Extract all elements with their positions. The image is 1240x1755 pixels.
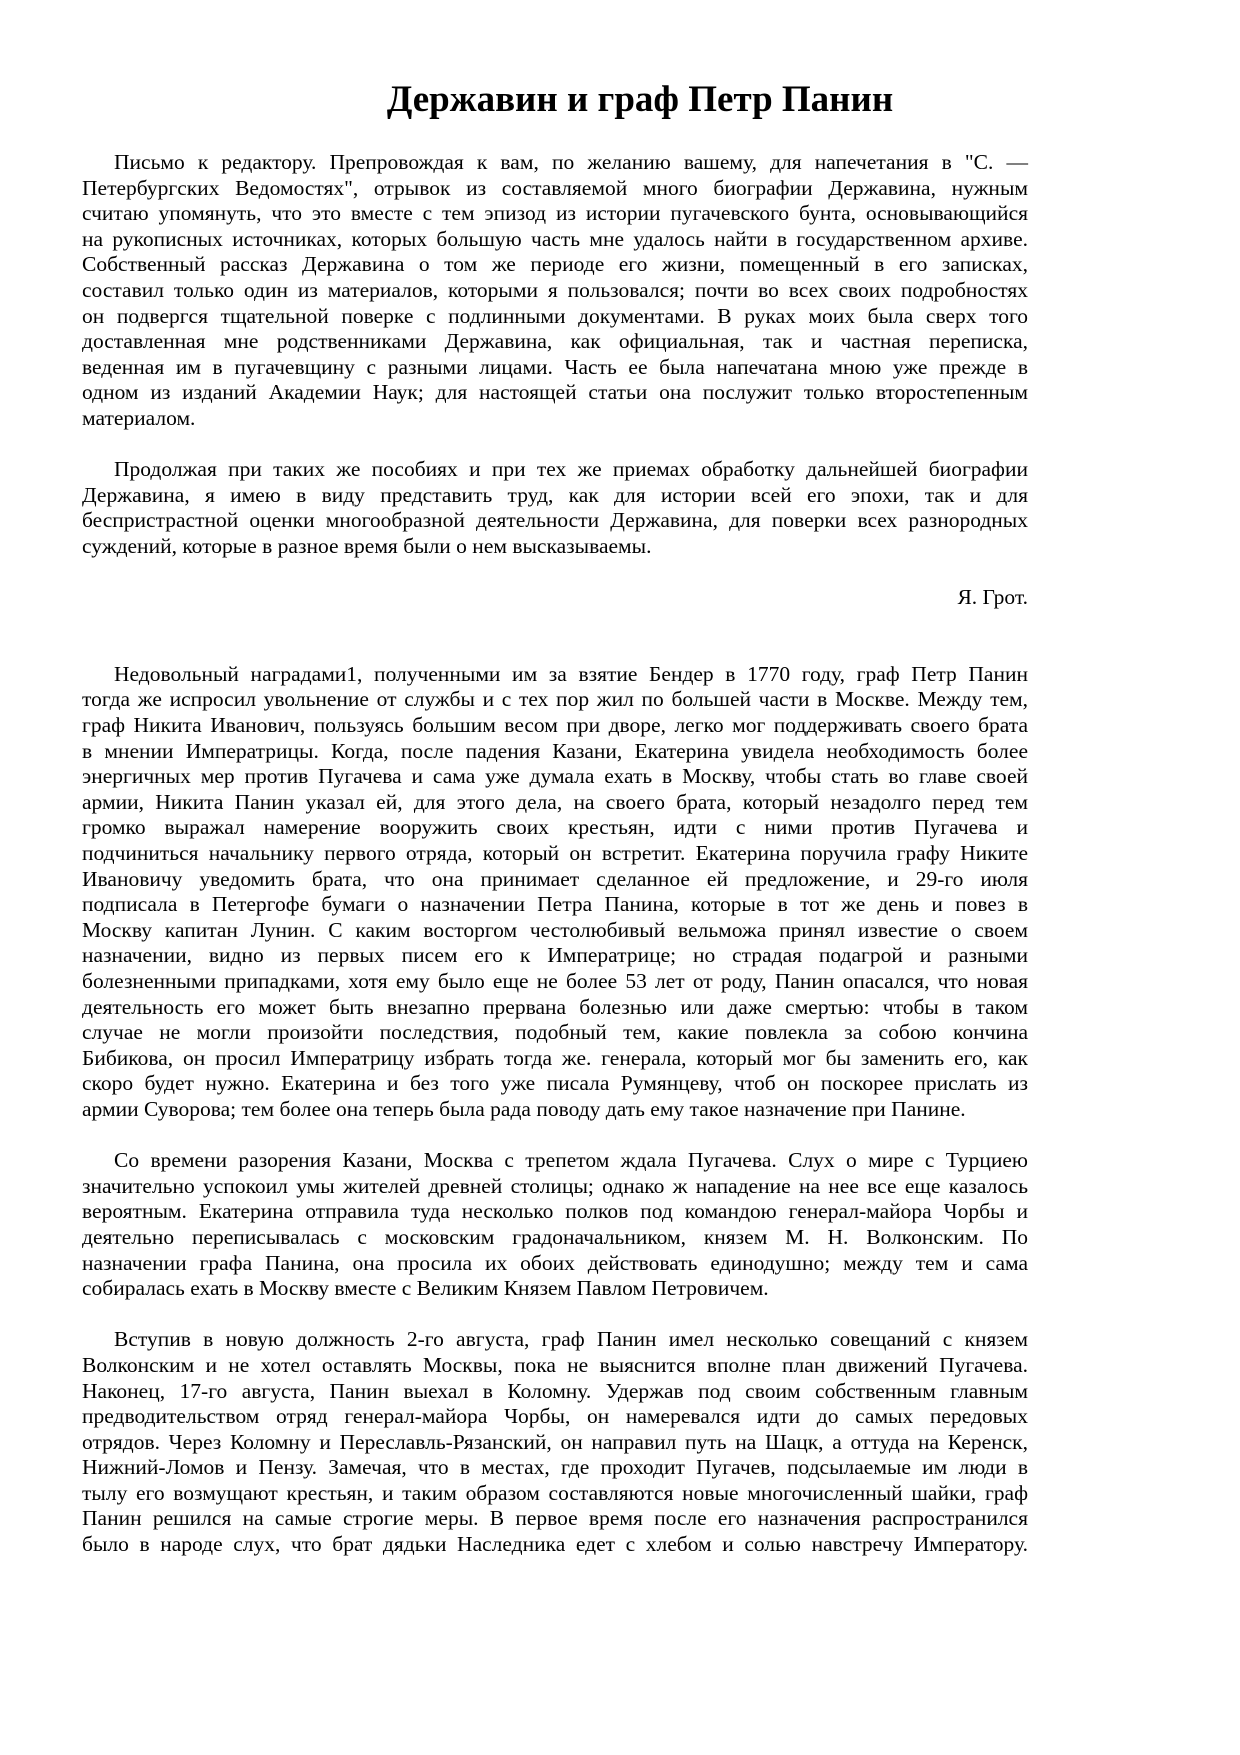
text-line: Наконец, 17-го августа, Панин выехал в Коломну. Удержав под своим собственным главным bbox=[82, 1378, 1028, 1403]
signature: Я. Грот. bbox=[957, 585, 1028, 610]
text-line: деятельно переписывалась с московским градоначальником, князем М. Н. Волконским. По bbox=[82, 1224, 1028, 1249]
text-line: доставленная мне родственниками Державина, как официальная, так и частная переписка, bbox=[82, 329, 1028, 354]
text-line: тылу его возмущают крестьян, и таким образом составляются новые многочисленный шайки, граф bbox=[82, 1480, 1028, 1505]
text-line: значительно успокоил умы жителей древней столицы; однако ж нападение на нее все еще казалось bbox=[82, 1173, 1028, 1198]
text-line: армии Суворова; тем более она теперь была рада поводу дать ему такое назначение при Панине. bbox=[82, 1096, 966, 1121]
text-line: армии, Никита Панин указал ей, для этого дела, на своего брата, который незадолго перед тем bbox=[82, 789, 1028, 814]
text-line: на рукописных источниках, которых большую часть мне удалось найти в государственном архиве. bbox=[82, 226, 1028, 251]
text-line: громко выражал намерение вооружить своих крестьян, идти с ними против Пугачева и bbox=[82, 815, 1028, 840]
paragraph bbox=[82, 1148, 1028, 1302]
text-line: составил только один из материалов, которыми я пользовался; почти во всех своих подробностях bbox=[82, 277, 1028, 302]
text-line: скоро будет нужно. Екатерина и без того уже писала Румянцеву, чтоб он поскорее прислать из bbox=[82, 1071, 1028, 1096]
text-line: болезненными припадками, хотя ему было еще не более 53 лет от роду, Панин опасался, что новая bbox=[82, 969, 1028, 993]
text-line: было в народе слух, что брат дядьки Наследника едет с хлебом и солью навстречу Императору. bbox=[82, 1532, 1028, 1557]
text-line: случае не могли произойти последствия, подобный тем, какие повлекла за собою кончина bbox=[82, 1020, 1028, 1045]
text-line: деятельность его может быть внезапно прервана болезнью или даже смертью: чтобы в таком bbox=[82, 994, 1028, 1019]
text-line: подписала в Петергофе бумаги о назначении Петра Панина, которые в тот же день и повез в bbox=[82, 892, 1028, 917]
text-line: веденная им в пугачевщину с разными лицами. Часть ее была напечатана мною уже прежде в bbox=[82, 354, 1028, 379]
text-line: собиралась ехать в Москву вместе с Великим Князем Павлом Петровичем. bbox=[82, 1276, 769, 1301]
text-line: одном из изданий Академии Наук; для настоящей статьи она послужит только второстепенным bbox=[82, 380, 1028, 405]
text-line: Державина, я имею в виду представить труд, как для истории всей его эпохи, так и для bbox=[82, 482, 1028, 507]
text-line: считаю упомянуть, что это вместе с тем эпизод из истории пугачевского бунта, основывающийся bbox=[82, 201, 1028, 226]
text-line: Вступив в новую должность 2-го августа, граф Панин имел несколько совещаний с князем bbox=[114, 1327, 1028, 1352]
text-line: вероятным. Екатерина отправила туда несколько полков под командою генерал-майора Чорбы и bbox=[82, 1199, 1028, 1224]
text-line: Петербургских Ведомостях", отрывок из составляемой много биографии Державина, нужным bbox=[82, 175, 1028, 200]
text-line: в мнении Императрицы. Когда, после падения Казани, Екатерина увидела необходимость более bbox=[82, 738, 1028, 763]
text-line: Со времени разорения Казани, Москва с трепетом ждала Пугачева. Слух о мире с Турциею bbox=[114, 1148, 1028, 1173]
text-line: назначении графа Панина, она просила их обоих действовать единодушно; между тем и сама bbox=[82, 1250, 1028, 1275]
text-line: Письмо к редактору. Препровождая к вам, по желанию вашему, для напечетания в "С. — bbox=[114, 150, 1028, 174]
text-line: Ивановичу уведомить брата, что она принимает сделанное ей предложение, и 29-го июля bbox=[82, 866, 1028, 891]
text-line: назначении, видно из первых писем его к Императрице; но страдая подагрой и разными bbox=[82, 943, 1028, 968]
text-line: Недовольный наградами1, полученными им за взятие Бендер в 1770 году, граф Петр Панин bbox=[114, 661, 1028, 686]
text-line: материалом. bbox=[82, 405, 196, 430]
text-line: Собственный рассказ Державина о том же периоде его жизни, помещенный в его записках, bbox=[82, 252, 1028, 277]
text-line: граф Никита Иванович, пользуясь большим весом при дворе, легко мог поддерживать своего брата bbox=[82, 713, 1028, 738]
text-line: тогда же испросил увольнение от службы и с тех пор жил по большей части в Москве. Между тем, bbox=[82, 687, 1028, 712]
text-line: беспристрастной оценки многообразной деятельности Державина, для поверки всех разнородных bbox=[82, 508, 1028, 533]
editor-letter bbox=[82, 150, 1028, 560]
text-line: предводительством отряд генерал-майора Чорбы, он намеревался идти до самых передовых bbox=[82, 1404, 1028, 1429]
text-line: Москву капитан Лунин. С каким восторгом честолюбивый вельможа принял известие о своем bbox=[82, 917, 1028, 942]
text-line: Бибикова, он просил Императрицу избрать тогда же. генерала, который мог бы заменить его, как bbox=[82, 1045, 1028, 1070]
text-line: отрядов. Через Коломну и Переславль-Рязанский, он направил путь на Шацк, а оттуда на Керенск, bbox=[82, 1429, 1028, 1454]
text-line: подчиниться начальнику первого отряда, который он встретит. Екатерина поручила графу Никите bbox=[82, 841, 1028, 866]
text-line: Продолжая при таких же пособиях и при тех же приемах обработку дальнейшей биографии bbox=[114, 457, 1028, 482]
article-text bbox=[82, 662, 1028, 1558]
paragraph bbox=[82, 1327, 1028, 1557]
document-title: Державин и граф Петр Панин bbox=[386, 78, 894, 120]
document-body bbox=[82, 150, 1028, 1583]
paragraph bbox=[82, 150, 1028, 432]
text-line: энергичных мер против Пугачева и сама уже думала ехать в Москву, чтобы стать во главе своей bbox=[82, 764, 1028, 789]
text-line: Волконским и не хотел оставлять Москвы, пока не выяснится вполне план движений Пугачева. bbox=[82, 1352, 1028, 1377]
paragraph bbox=[82, 457, 1028, 559]
text-line: суждений, которые в разное время были о нем высказываемы. bbox=[82, 533, 652, 558]
text-line: Нижний-Ломов и Пензу. Замечая, что в местах, где проходит Пугачев, подсылаемые им люди в bbox=[82, 1455, 1028, 1480]
paragraph bbox=[82, 662, 1028, 1123]
text-line: он подвергся тщательной поверке с подлинными документами. В руках моих была сверх того bbox=[82, 303, 1028, 328]
text-line: Панин решился на самые строгие меры. В первое время после его назначения распространился bbox=[82, 1506, 1028, 1531]
